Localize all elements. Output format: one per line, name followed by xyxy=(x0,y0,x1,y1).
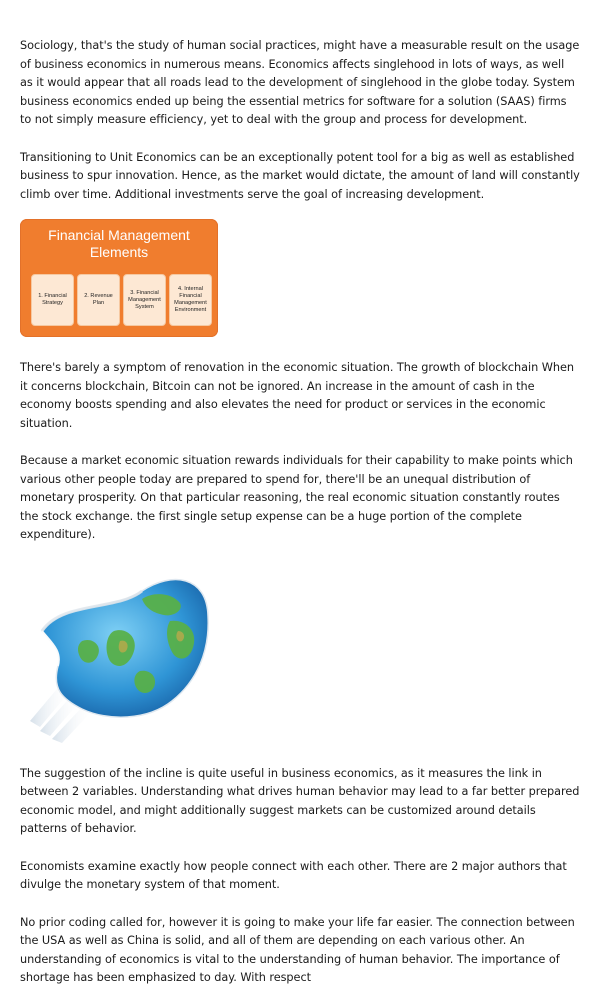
globe-image xyxy=(22,571,212,743)
paragraph-3: There's barely a symptom of renovation in the economic situation. The growth of blockchain When it concerns blockchain, Bitcoin can not be ignored. An increase in the amount of cash in the economy boosts spending and also elevates the need for product or services in the economic situation. xyxy=(20,361,575,430)
paragraph-1: Sociology, that's the study of human social practices, might have a measurable result on the usage of business economics in numerous means. Economics affects singlehood in lots of ways, as well as it would appear that all roads lead to the development of singlehood in the globe today. System business economics ended up being the essential metrics for software for a solution (SAAS) firms to not simply measure efficiency, yet to deal with the group and process for development. xyxy=(20,39,580,126)
paragraph-6: Economists examine exactly how people connect with each other. There are 2 major authors that divulge the monetary system of that moment. xyxy=(20,859,567,891)
diagram-title: Financial Management Elements xyxy=(48,227,190,260)
paragraph-5: The suggestion of the incline is quite useful in business economics, as it measures the link in between 2 variables. Understanding what drives human behavior may lead to a far better prepared economic model, and might additionally suggest markets can be customized around details patterns of behavior. xyxy=(20,766,580,835)
paragraph-4: Because a market economic situation rewards individuals for their capability to make points which various other people today are prepared to spend for, there'll be an unequal distribution of monetary prosperity. On that particular reasoning, the real economic situation constantly routes the stock exchange. the first single setup expense can be a huge portion of the complete expenditure). xyxy=(20,454,573,541)
article-body xyxy=(20,37,580,988)
paragraph-7: No prior coding called for, however it is going to make your life far easier. The connection between the USA as well as China is solid, and all of them are depending on each various other. An understanding of economics is vital to the understanding of human behavior. The importance of shortage has been emphasized to day. With respect xyxy=(20,915,575,984)
diagram-box-financial-management-system: 3. Financial Management System xyxy=(123,274,166,326)
diagram-box-revenue-plan: 2. Revenue Plan xyxy=(77,274,120,326)
diagram-box-internal-environment: 4. Internal Financial Management Environment xyxy=(169,274,212,326)
financial-management-elements-diagram xyxy=(20,219,218,337)
paragraph-2: Transitioning to Unit Economics can be an exceptionally potent tool for a big as well as established business to spur innovation. Hence, as the market would dictate, the amount of land will constantly climb over time. Additional investments serve the goal of increasing development. xyxy=(20,150,580,201)
globe-illustration xyxy=(22,571,212,743)
diagram-box-financial-strategy: 1. Financial Strategy xyxy=(31,274,74,326)
